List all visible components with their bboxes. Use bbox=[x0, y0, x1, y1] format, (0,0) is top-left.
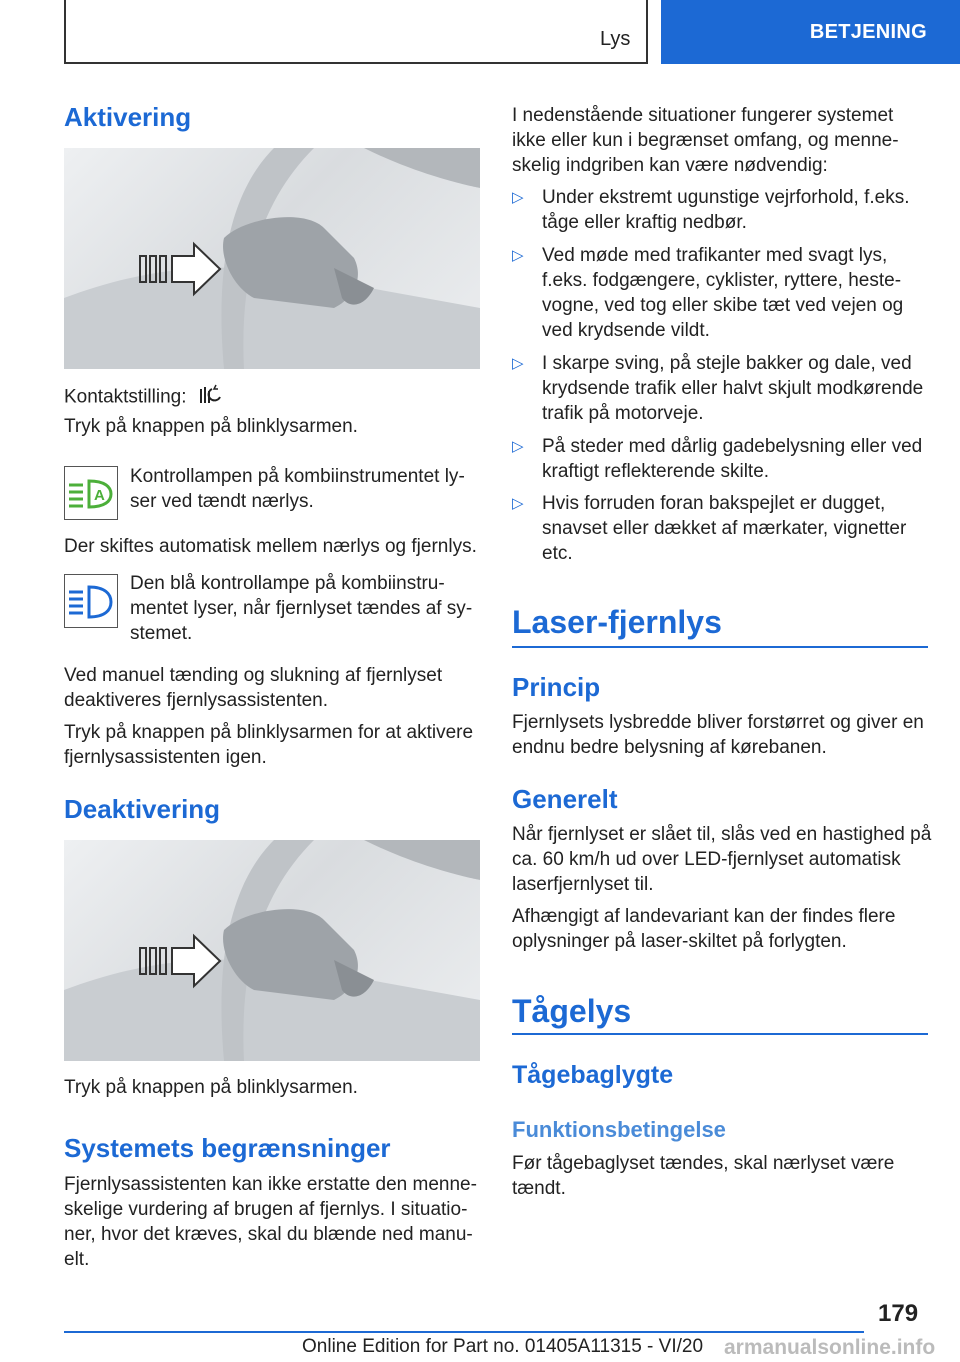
para-tryk-aktivere: Tryk på knappen på blinklysarmen for at aktivere fjernlysassistenten igen. bbox=[64, 722, 474, 768]
list-item-text: Hvis forruden foran bakspejlet er dugget, snavset eller dækket af mærkater, vignetter etc. bbox=[542, 493, 907, 564]
triangle-bullet-icon: ▷ bbox=[512, 438, 524, 455]
section-rule bbox=[512, 646, 928, 648]
kontakt-line bbox=[64, 383, 222, 412]
heading-begraensninger: Systemets begrænsninger bbox=[64, 1133, 391, 1163]
ignition-icon bbox=[198, 383, 222, 412]
header-section-title: Lys bbox=[600, 28, 631, 50]
triangle-bullet-icon: ▷ bbox=[512, 355, 524, 372]
lever-photo-2 bbox=[64, 840, 480, 1061]
indicator-2-text: Den blå kontrollampe på kombiinstrumentet lyser, når fjernlyset tændes af systemet. bbox=[130, 573, 473, 644]
heading-generelt: Generelt bbox=[512, 784, 618, 814]
header-frame bbox=[64, 0, 648, 64]
list-item bbox=[512, 491, 928, 566]
list-item-text: Under ekstremt ugunstige vejrforhold, f.eks. tåge eller kraftig nedbør. bbox=[542, 187, 910, 233]
lever-illustration-2 bbox=[64, 840, 480, 1061]
kontakt-label: Kontaktstilling: bbox=[64, 386, 187, 408]
para-princip: Fjernlysets lysbredde bliver forstørret og giver en endnu bedre belysning af kørebanen. bbox=[512, 712, 924, 758]
heading-funktionsbetingelse: Funktionsbetingelse bbox=[512, 1117, 726, 1142]
lever-illustration-1 bbox=[64, 148, 480, 369]
triangle-bullet-icon: ▷ bbox=[512, 189, 524, 206]
heading-tagelys: Tågelys bbox=[512, 993, 632, 1029]
heading-tagebaglygte: Tågebaglygte bbox=[512, 1061, 674, 1089]
svg-text:A: A bbox=[94, 487, 105, 504]
list-item bbox=[512, 351, 928, 426]
heading-princip: Princip bbox=[512, 672, 601, 702]
para-intro: I nedenstående situationer fungerer systemet ikke eller kun i begrænset omfang, og menneskelig indgriben kan være nødvendig: bbox=[512, 105, 899, 176]
para-generelt-1: Når fjernlyset er slået til, slås ved en hastighed på ca. 60 km/h ud over LED-fjernlyset automatisk laserfjernlyset til. bbox=[512, 824, 932, 895]
heading-deaktivering: Deaktivering bbox=[64, 794, 221, 824]
list-item bbox=[512, 185, 928, 235]
page-number: 179 bbox=[878, 1300, 919, 1327]
footer-edition: Online Edition for Part no. 01405A11315 - VI/20 bbox=[302, 1336, 704, 1357]
para-manuel: Ved manuel tænding og slukning af fjernlyset deaktiveres fjernlysassistenten. bbox=[64, 665, 443, 711]
high-beam-indicator-icon bbox=[64, 574, 118, 628]
triangle-bullet-icon: ▷ bbox=[512, 247, 524, 264]
header-tab[interactable] bbox=[661, 0, 960, 64]
lever-photo-1 bbox=[64, 148, 480, 369]
para-generelt-2: Afhængigt af landevariant kan der findes flere oplysninger på laser-skiltet på forlygten. bbox=[512, 906, 896, 952]
watermark: armanualsonline.info bbox=[724, 1336, 936, 1359]
header-tab-label: BETJENING bbox=[809, 20, 927, 43]
list-item bbox=[512, 434, 928, 484]
list-item-text: Ved møde med trafikanter med svagt lys, f.eks. fodgængere, cyklister, ryttere, hestevogne, ved tog eller skibe tæt ved vejen og ved krydsende vildt. bbox=[542, 245, 904, 341]
para-tryk-1: Tryk på knappen på blinklysarmen. bbox=[64, 416, 358, 437]
list-item-text: I skarpe sving, på stejle bakker og dale, ved krydsende trafik eller halvt skjult modkørende trafik på motorveje. bbox=[542, 353, 924, 424]
indicator-1-text: Kontrollampen på kombiinstrumentet lyser ved tændt nærlys. bbox=[130, 466, 465, 512]
para-skiftes: Der skiftes automatisk mellem nærlys og fjernlys. bbox=[64, 536, 477, 557]
triangle-bullet-icon: ▷ bbox=[512, 495, 524, 512]
footer-rule bbox=[64, 1331, 864, 1333]
list-item-text: På steder med dårlig gadebelysning eller ved kraftigt reflekterende skilte. bbox=[542, 436, 923, 482]
para-begraensninger: Fjernlysassistenten kan ikke erstatte den menneskelige vurdering af brugen af fjernlys. I situationer, hvor det kræves, skal du blænde ned manuelt. bbox=[64, 1174, 477, 1270]
section-rule bbox=[512, 1033, 928, 1035]
para-funktionsbetingelse: Før tågebaglyset tændes, skal nærlyset være tændt. bbox=[512, 1153, 895, 1199]
heading-aktivering: Aktivering bbox=[64, 102, 192, 132]
para-tryk-2: Tryk på knappen på blinklysarmen. bbox=[64, 1077, 358, 1098]
heading-laser-fjernlys: Laser-fjernlys bbox=[512, 604, 722, 640]
low-beam-assist-indicator-icon bbox=[64, 466, 118, 520]
list-item bbox=[512, 243, 928, 343]
